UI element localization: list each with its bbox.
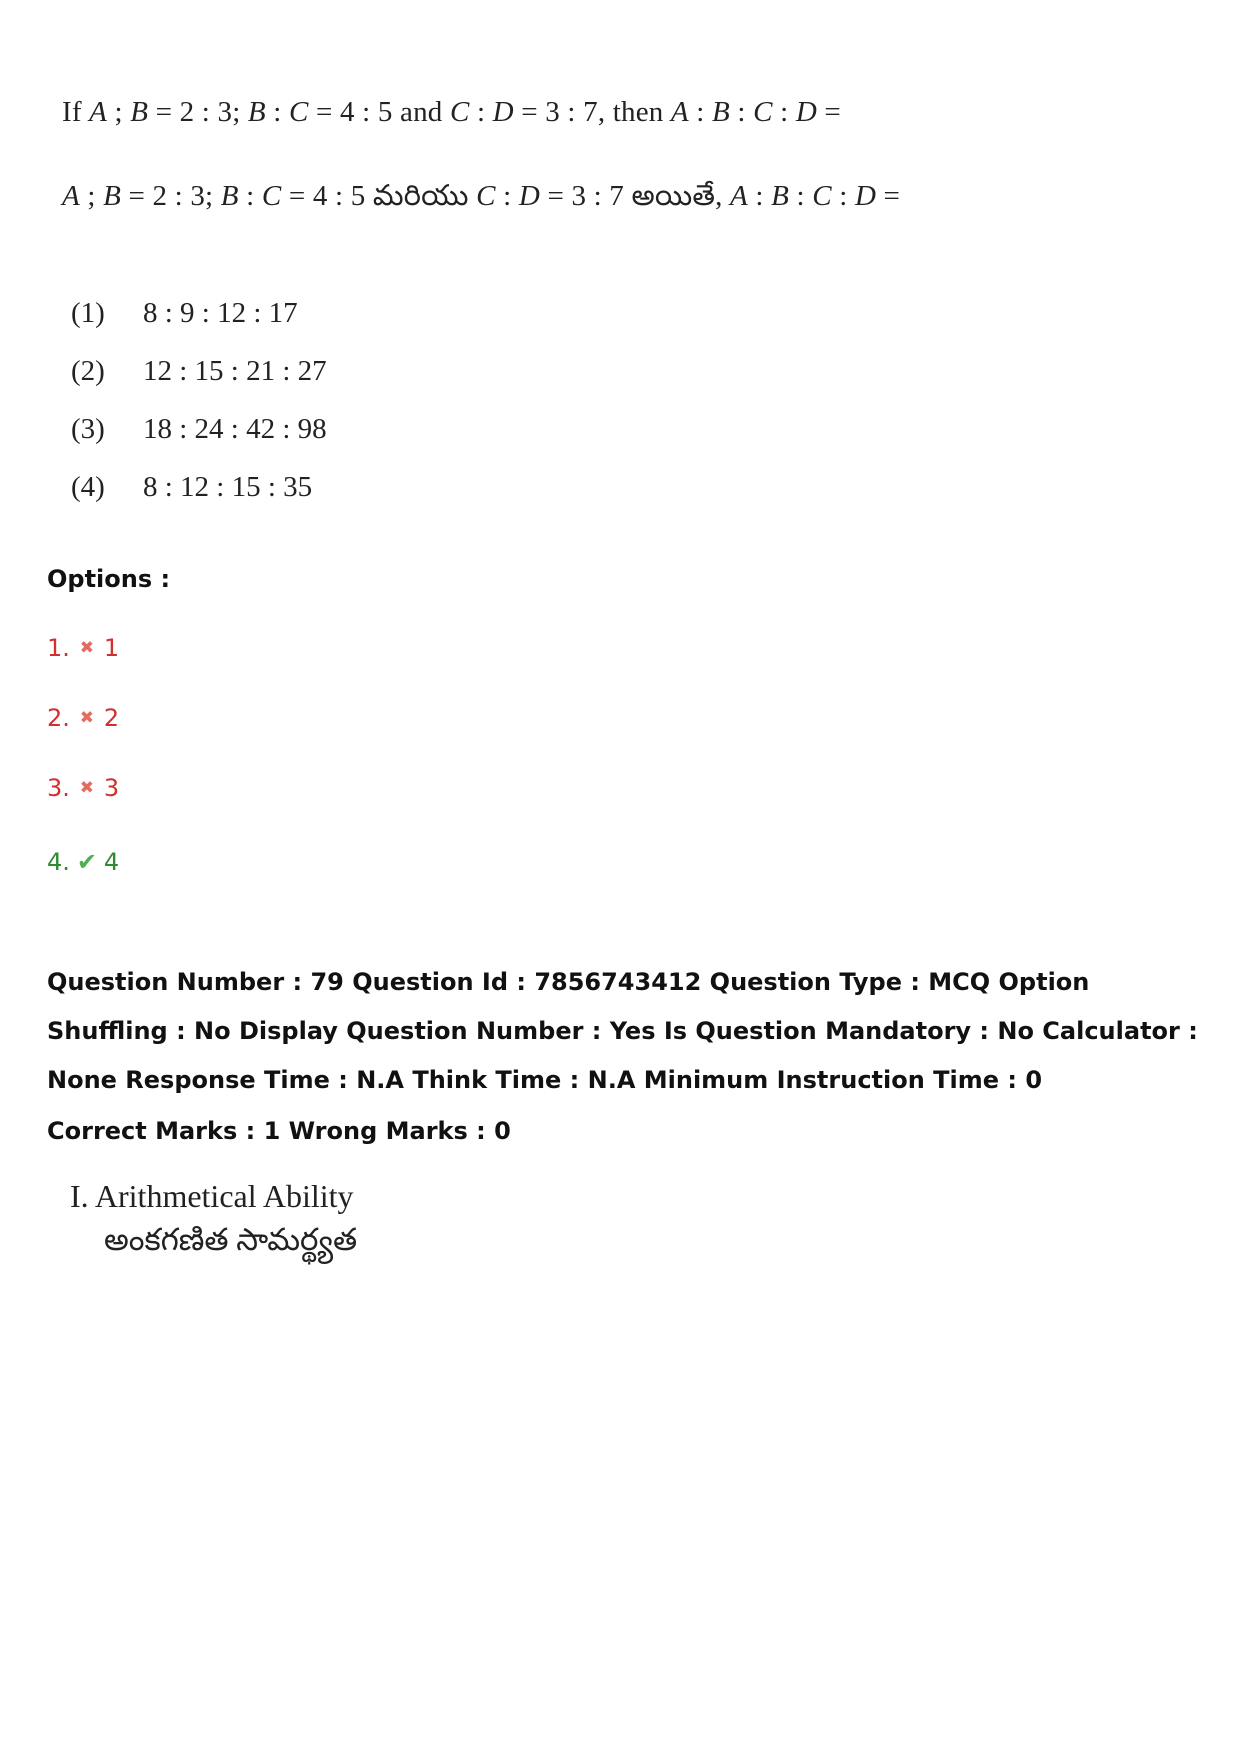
option-index: 1.	[47, 634, 70, 662]
question-text-part: :	[729, 96, 754, 128]
variable: A	[730, 180, 748, 212]
variable: D	[492, 96, 514, 128]
variable: C	[476, 180, 496, 212]
variable: A	[670, 96, 689, 128]
marks-info: Correct Marks : 1 Wrong Marks : 0	[47, 1117, 511, 1145]
question-text-telugu	[62, 180, 900, 220]
variable: D	[854, 180, 877, 212]
option-index: 2.	[47, 704, 70, 732]
cross-icon: ✖	[79, 708, 95, 728]
question-text-part: :	[688, 96, 713, 128]
option-item-4	[47, 848, 119, 876]
question-text-part: :	[747, 180, 772, 212]
variable: D	[518, 180, 540, 212]
question-text-part: :	[265, 96, 290, 128]
option-item-2	[47, 704, 119, 732]
section-title-english: I. Arithmetical Ability	[70, 1178, 354, 1214]
variable: B	[771, 180, 790, 212]
question-text-part: :	[469, 96, 493, 128]
choice-text: 8 : 12 : 15 : 35	[143, 471, 313, 503]
choice-text: 8 : 9 : 12 : 17	[143, 297, 298, 329]
question-text-part: = 4 : 5 and	[308, 96, 450, 128]
question-choice-4	[71, 471, 312, 504]
question-text-part: :	[772, 96, 796, 128]
check-icon: ✔	[76, 848, 97, 876]
question-choice-3	[71, 413, 327, 446]
cross-icon: ✖	[79, 778, 95, 798]
question-text-part: = 3 : 7 అయితే,	[540, 180, 731, 212]
question-text-part: :	[789, 180, 813, 212]
variable: B	[247, 96, 266, 128]
options-heading: Options :	[47, 565, 171, 593]
question-text-part: = 3 : 7, then	[513, 96, 671, 128]
variable: D	[795, 96, 817, 128]
choice-number: (4)	[71, 471, 105, 503]
question-text-part: ;	[79, 180, 104, 212]
variable: C	[812, 180, 832, 212]
question-text-part: :	[495, 180, 519, 212]
variable: C	[449, 96, 470, 128]
question-text-part: If	[62, 96, 90, 128]
option-value: 3	[103, 774, 120, 802]
variable: B	[712, 96, 730, 128]
variable: B	[130, 96, 149, 128]
variable: C	[289, 96, 309, 128]
option-value: 1	[103, 634, 120, 662]
option-index: 4.	[47, 848, 70, 876]
option-item-3	[47, 774, 119, 802]
choice-text: 18 : 24 : 42 : 98	[143, 413, 327, 445]
question-choice-1	[71, 297, 298, 330]
variable: C	[261, 180, 282, 212]
cross-icon: ✖	[79, 638, 95, 658]
variable: A	[62, 180, 80, 212]
variable: C	[753, 96, 773, 128]
question-text-english	[62, 96, 841, 129]
choice-number: (1)	[71, 297, 105, 329]
variable: B	[103, 180, 122, 212]
option-value: 2	[103, 704, 120, 732]
choice-text: 12 : 15 : 21 : 27	[143, 355, 327, 387]
section-title-telugu: అంకగణిత సామర్థ్యత	[104, 1222, 358, 1257]
question-text-part: :	[238, 180, 262, 212]
option-value: 4	[103, 848, 120, 876]
choice-number: (2)	[71, 355, 105, 387]
question-text-part: :	[831, 180, 855, 212]
variable: A	[89, 96, 108, 128]
question-metadata: Question Number : 79 Question Id : 7856743412 Question Type : MCQ Option Shuffling : No Display Question Number : Yes Is Question Mandatory : No Calculator : None Response Time : N.A Think Time : N.A Minimum Instruction Time : 0	[47, 968, 1198, 1094]
question-text-part: = 4 : 5 మరియు	[281, 180, 477, 212]
question-text-part: = 2 : 3;	[121, 180, 221, 212]
question-choice-2	[71, 355, 327, 388]
variable: B	[220, 180, 239, 212]
option-item-1	[47, 634, 119, 662]
question-text-part: =	[816, 96, 841, 128]
question-text-part: =	[876, 180, 901, 212]
choice-number: (3)	[71, 413, 105, 445]
option-index: 3.	[47, 774, 70, 802]
question-text-part: = 2 : 3;	[148, 96, 248, 128]
question-text-part: ;	[107, 96, 131, 128]
